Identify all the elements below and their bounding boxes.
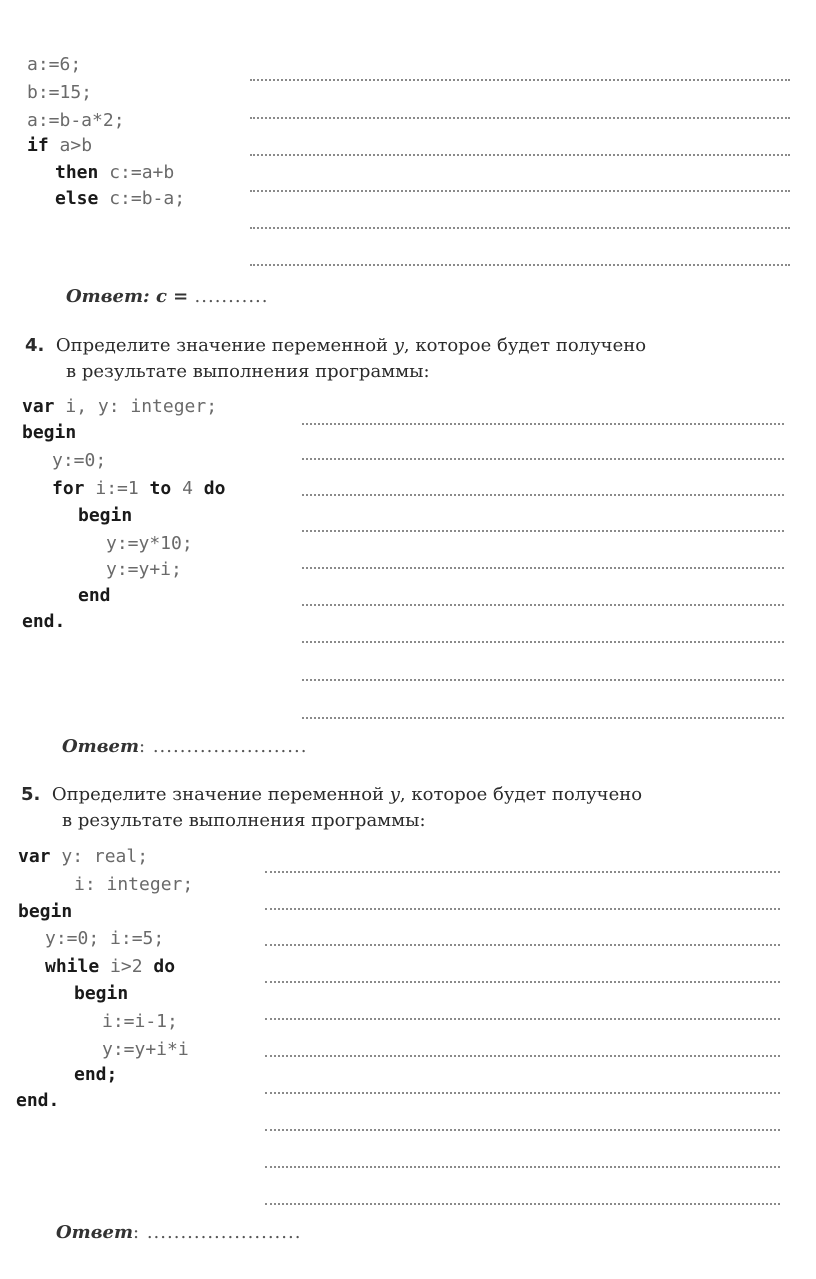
p3-line-b: b:=15; [27,82,93,103]
t5-answer-line-9[interactable] [265,1166,780,1168]
t4-answer-line-4[interactable] [302,530,784,532]
t5-answer-line-6[interactable] [265,1055,780,1057]
t4-answer-label: Ответ [62,736,140,757]
t5-answer-line-10[interactable] [265,1203,780,1205]
t5-answer-line-3[interactable] [265,944,780,946]
kw-else: else [55,188,99,209]
task5-text-line2: в результате выполнения программы: [62,810,426,831]
task4-text-b: , которое будет получено [403,335,647,356]
t5-answer-blank[interactable]: : ....................... [133,1222,302,1243]
t4-answer-line-9[interactable] [302,717,784,719]
task5-text-a: Определите значение переменной [51,784,390,805]
kw-for: for [52,478,85,499]
t4-decl: i, y: integer; [54,396,218,417]
kw-end5: end. [16,1090,60,1111]
t5-line-inner-begin [74,985,128,1003]
t4-answer-line-5[interactable] [302,567,784,569]
p3-answer [66,286,269,307]
t4-line-add: y:=y+i; [106,559,182,580]
task5-number: 5. [21,784,41,805]
t4-line-begin [22,424,76,442]
p3-answer-line-2[interactable] [250,117,790,119]
p3-answer-line-3[interactable] [250,154,790,156]
t5-line-init: y:=0; i:=5; [45,928,165,949]
kw-end: end. [22,611,66,632]
p3-else-stmt: c:=b-a; [109,188,186,209]
t5-line-inner-end [74,1066,117,1084]
t5-line-dec: i:=i-1; [102,1011,178,1032]
p3-answer-line-4[interactable] [250,190,790,192]
p3-cond: a>b [59,135,93,156]
p3-answer-line-6[interactable] [250,264,790,266]
t4-answer [62,736,307,757]
t4-answer-line-6[interactable] [302,604,784,606]
t4-answer-line-3[interactable] [302,494,784,496]
t4-line-inner-begin [78,507,132,525]
t4-line-var [22,398,217,416]
kw-var: var [22,396,55,417]
p3-line-a: a:=6; [27,54,82,75]
t4-for-limit: 4 [171,478,204,499]
t5-answer-line-7[interactable] [265,1092,780,1094]
p3-line-a2: a:=b-a*2; [27,110,125,131]
t5-answer-line-5[interactable] [265,1018,780,1020]
t4-answer-line-7[interactable] [302,641,784,643]
kw-while: while [45,956,100,977]
kw-begin5: begin [18,901,73,922]
p3-line-else [55,190,185,208]
t5-answer [56,1222,301,1243]
t5-line-end [16,1092,59,1110]
t5-line-sum: y:=y+i*i [102,1039,189,1060]
p3-answer-line-5[interactable] [250,227,790,229]
t4-line-for [52,480,225,498]
kw-to: to [149,478,172,499]
t5-line-while [45,958,175,976]
t5-answer-line-8[interactable] [265,1129,780,1131]
t4-answer-line-8[interactable] [302,679,784,681]
t5-line-decl2: i: integer; [74,874,194,895]
t4-answer-blank[interactable]: : ....................... [139,736,308,757]
task4-var: y [393,335,404,356]
kw-inner-begin5: begin [74,983,129,1004]
task4-number: 4. [25,335,45,356]
t5-answer-line-2[interactable] [265,908,780,910]
kw-then: then [55,162,99,183]
kw-var5: var [18,846,51,867]
p3-answer-line-1[interactable] [250,79,790,81]
t5-line-var [18,848,148,866]
kw-begin: begin [22,422,77,443]
p3-then-stmt: c:=a+b [109,162,175,183]
task5-var: y [389,784,400,805]
task4-text-line1 [25,333,646,359]
t4-line-inner-end [78,587,111,605]
task5-text-b: , которое будет получено [399,784,643,805]
kw-do5: do [153,956,176,977]
task4-text-line2: в результате выполнения программы: [66,361,430,382]
p3-answer-label: Ответ: c = [66,286,189,307]
t5-decl1: y: real; [50,846,149,867]
t5-answer-line-4[interactable] [265,981,780,983]
t5-answer-line-1[interactable] [265,871,780,873]
kw-inner-begin: begin [78,505,133,526]
kw-do: do [203,478,226,499]
t4-for-init: i:=1 [84,478,150,499]
t5-answer-label: Ответ [56,1222,134,1243]
p3-line-then [55,164,174,182]
t5-while-cond: i>2 [99,956,154,977]
t4-answer-line-2[interactable] [302,458,784,460]
t4-line-mul: y:=y*10; [106,533,193,554]
t4-line-end [22,613,65,631]
kw-if: if [27,135,49,156]
task4-text-a: Определите значение переменной [55,335,394,356]
task5-text-line1 [21,782,642,808]
t4-line-y0: y:=0; [52,450,107,471]
kw-inner-end5: end; [74,1064,118,1085]
kw-inner-end: end [78,585,111,606]
t5-line-begin [18,903,72,921]
p3-answer-blank[interactable]: ........... [194,286,269,307]
t4-answer-line-1[interactable] [302,423,784,425]
p3-line-if [27,137,92,155]
